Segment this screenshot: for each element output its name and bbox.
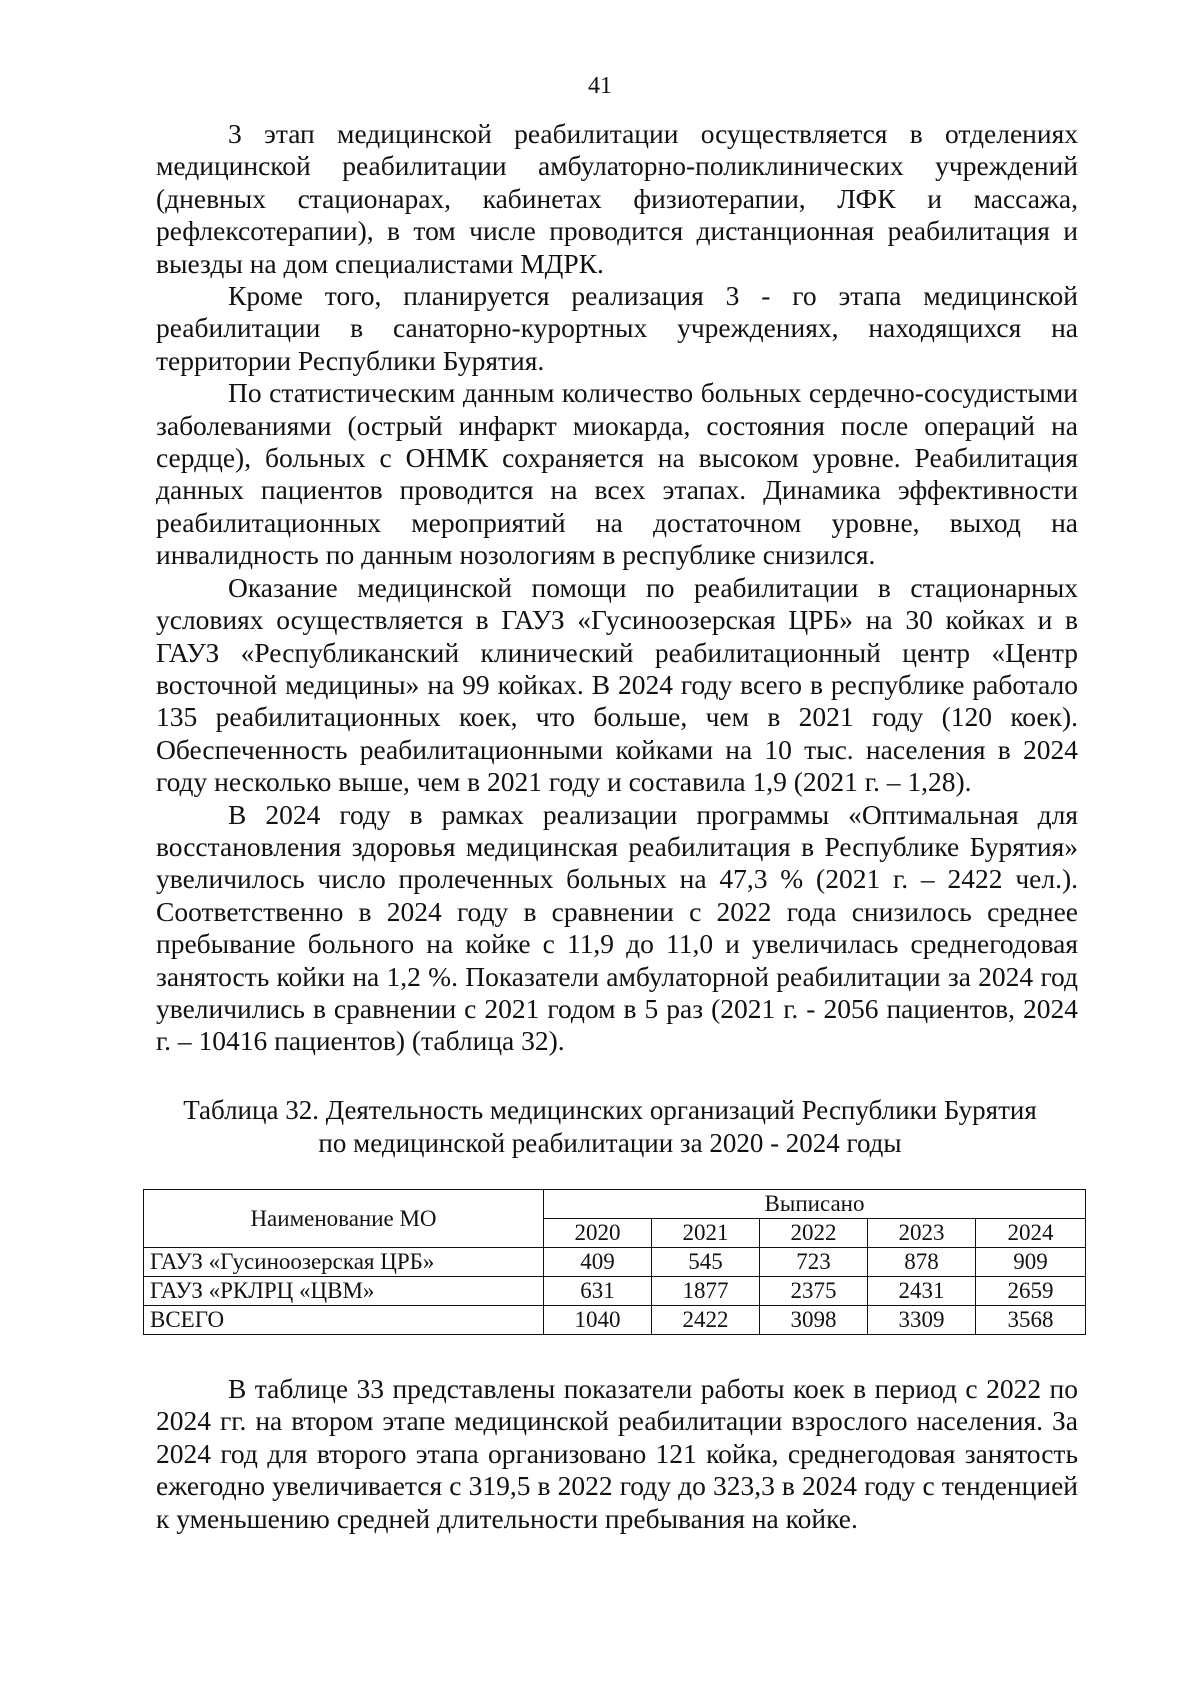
column-header-year: 2020	[544, 1219, 652, 1248]
column-header-year: 2023	[868, 1219, 976, 1248]
column-group-header: Выписано	[544, 1190, 1086, 1219]
table-cell: 409	[544, 1248, 652, 1277]
paragraph: По статистическим данным количество больных сердечно-сосудистыми заболеваниями (острый инфаркт миокарда, состояния после операций на сердце), больных с ОНМК сохраняется на высоком уровне. Реабилитация данных пациентов проводится на всех этапах. Динамика эффективности реабилитационных мероприятий на достаточном уровне, выход на инвалидность по данным нозологиям в республике снизился.	[156, 377, 1078, 571]
paragraph: Оказание медицинской помощи по реабилитации в стационарных условиях осуществляется в ГАУЗ «Гусиноозерская ЦРБ» на 30 койках и в ГАУЗ «Республиканский клинический реабилитационный центр «Центр восточной медицины» на 99 койках. В 2024 году всего в республике работало 135 реабилитационных коек, что больше, чем в 2021 году (120 коек). Обеспеченность реабилитационными койками на 10 тыс. населения в 2024 году несколько выше, чем в 2021 году и составила 1,9 (2021 г. – 1,28).	[156, 571, 1078, 798]
page-number: 41	[588, 73, 612, 99]
table-cell: 3309	[868, 1306, 976, 1335]
table-caption-line: по медицинской реабилитации за 2020 - 2024 годы	[318, 1128, 902, 1158]
table-cell: 2431	[868, 1277, 976, 1306]
table-cell-name: ВСЕГО	[144, 1306, 544, 1335]
table-row	[144, 1277, 1086, 1306]
table-row-total	[144, 1306, 1086, 1335]
table-caption	[140, 1094, 1080, 1160]
column-header-year: 2021	[652, 1219, 760, 1248]
table-cell: 1040	[544, 1306, 652, 1335]
table-cell: 2375	[760, 1277, 868, 1306]
table-cell: 723	[760, 1248, 868, 1277]
table-cell: 3568	[976, 1306, 1086, 1335]
body-text	[156, 118, 1078, 1058]
table-cell: 2659	[976, 1277, 1086, 1306]
table-header-row	[144, 1190, 1086, 1219]
table-row	[144, 1248, 1086, 1277]
paragraph: Кроме того, планируется реализация 3 - го этапа медицинской реабилитации в санаторно-курортных учреждениях, находящихся на территории Республики Бурятия.	[156, 280, 1078, 376]
column-header-year: 2024	[976, 1219, 1086, 1248]
table-container	[143, 1189, 1085, 1335]
table-cell: 2422	[652, 1306, 760, 1335]
paragraph: В 2024 году в рамках реализации программы «Оптимальная для восстановления здоровья медицинская реабилитация в Республике Бурятия» увеличилось число пролеченных больных на 47,3 % (2021 г. – 2422 чел.). Соответственно в 2024 году в сравнении с 2022 года снизилось среднее пребывание больного на койке с 11,9 до 11,0 и увеличилась среднегодовая занятость койки на 1,2 %. Показатели амбулаторной реабилитации за 2024 год увеличились в сравнении с 2021 годом в 5 раз (2021 г. - 2056 пациентов, 2024 г. – 10416 пациентов) (таблица 32).	[156, 798, 1078, 1057]
column-header-name: Наименование МО	[144, 1190, 544, 1248]
rehab-table	[143, 1189, 1086, 1335]
column-header-year: 2022	[760, 1219, 868, 1248]
table-cell: 1877	[652, 1277, 760, 1306]
table-cell-name: ГАУЗ «Гусиноозерская ЦРБ»	[144, 1248, 544, 1277]
closing-text	[156, 1373, 1078, 1535]
table-caption-line: Таблица 32. Деятельность медицинских организаций Республики Бурятия	[183, 1095, 1037, 1125]
table-cell: 631	[544, 1277, 652, 1306]
table-cell-name: ГАУЗ «РКЛРЦ «ЦВМ»	[144, 1277, 544, 1306]
paragraph: В таблице 33 представлены показатели работы коек в период с 2022 по 2024 гг. на втором этапе медицинской реабилитации взрослого населения. За 2024 год для второго этапа организовано 121 койка, среднегодовая занятость ежегодно увеличивается с 319,5 в 2022 году до 323,3 в 2024 году с тенденцией к уменьшению средней длительности пребывания на койке.	[156, 1373, 1078, 1534]
table-cell: 545	[652, 1248, 760, 1277]
table-cell: 3098	[760, 1306, 868, 1335]
paragraph: 3 этап медицинской реабилитации осуществляется в отделениях медицинской реабилитации амбулаторно-поликлинических учреждений (дневных стационарах, кабинетах физиотерапии, ЛФК и массажа, рефлексотерапии), в том числе проводится дистанционная реабилитация и выезды на дом специалистами МДРК.	[156, 118, 1078, 279]
table-cell: 909	[976, 1248, 1086, 1277]
table-cell: 878	[868, 1248, 976, 1277]
